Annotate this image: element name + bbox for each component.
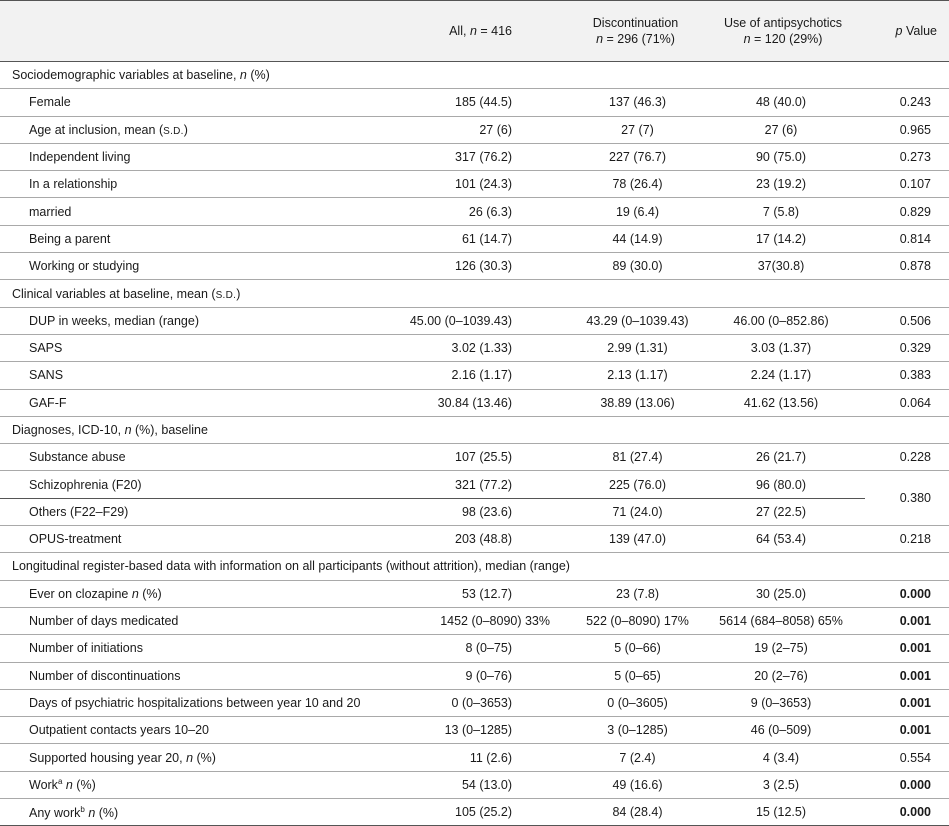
row-label: Others (F22–F29) bbox=[29, 504, 129, 519]
cell-discontinuation: 522 (0–8090) 17% bbox=[586, 614, 689, 629]
cell-discontinuation: 19 (6.4) bbox=[615, 204, 660, 219]
row-label: Outpatient contacts years 10–20 bbox=[29, 723, 209, 738]
row-label: Number of days medicated bbox=[29, 614, 179, 629]
cell-use: 90 (75.0) bbox=[755, 150, 807, 165]
cell-discontinuation: 7 (2.4) bbox=[619, 750, 656, 765]
cell-discontinuation: 2.99 (1.31) bbox=[607, 341, 668, 356]
cell-all: 61 (14.7) bbox=[461, 231, 512, 246]
table-row bbox=[0, 799, 949, 826]
table-row bbox=[0, 580, 949, 607]
section-clinical: Clinical variables at baseline, mean (S.D.) bbox=[12, 286, 241, 301]
cell-all: 98 (23.6) bbox=[461, 504, 512, 519]
cell-all: 107 (25.5) bbox=[455, 450, 512, 465]
cell-use: 23 (19.2) bbox=[755, 177, 807, 192]
cell-all: 126 (30.3) bbox=[455, 259, 512, 274]
cell-pvalue: 0.228 bbox=[899, 450, 931, 465]
cell-discontinuation: 43.29 (0–1039.43) bbox=[586, 313, 689, 328]
table-row bbox=[0, 253, 949, 280]
header-pvalue: p Value bbox=[895, 24, 937, 38]
table-row bbox=[0, 116, 949, 143]
cell-all: 321 (77.2) bbox=[395, 471, 558, 498]
cell-discontinuation: 38.89 (13.06) bbox=[600, 395, 675, 410]
row-label: Age at inclusion, mean (S.D.) bbox=[29, 122, 188, 137]
cell-discontinuation: 139 (47.0) bbox=[609, 532, 666, 547]
cell-use: 17 (14.2) bbox=[755, 231, 807, 246]
table-row bbox=[0, 717, 949, 744]
cell-use: 41.62 (13.56) bbox=[743, 395, 819, 410]
row-label: OPUS-treatment bbox=[29, 532, 122, 547]
cell-use: 15 (12.5) bbox=[755, 805, 807, 820]
cell-discontinuation: 2.13 (1.17) bbox=[607, 368, 668, 383]
cell-pvalue: 0.878 bbox=[899, 259, 931, 274]
cell-all: 0 (0–3653) bbox=[451, 695, 512, 710]
cell-discontinuation: 227 (76.7) bbox=[609, 150, 666, 165]
cell-pvalue: 0.001 bbox=[899, 641, 931, 656]
row-label: Working or studying bbox=[29, 259, 140, 274]
cell-all: 9 (0–76) bbox=[465, 668, 512, 683]
cell-pvalue: 0.329 bbox=[899, 341, 931, 356]
cell-all: 11 (2.6) bbox=[469, 750, 512, 765]
cell-discontinuation: 23 (7.8) bbox=[615, 586, 660, 601]
footnote-marker: a bbox=[57, 777, 63, 787]
row-label: In a relationship bbox=[29, 177, 118, 192]
header-use bbox=[709, 1, 865, 62]
header-use-n: n = 120 (29%) bbox=[743, 32, 823, 46]
cell-discontinuation: 0 (0–3605) bbox=[607, 695, 668, 710]
table-row bbox=[0, 225, 949, 252]
table-row bbox=[0, 744, 949, 771]
table-row bbox=[0, 389, 949, 416]
cell-use: 48 (40.0) bbox=[755, 95, 807, 110]
row-label: Female bbox=[29, 95, 71, 110]
row-label: Ever on clozapine n (%) bbox=[29, 586, 162, 601]
cell-all: 27 (6) bbox=[479, 122, 512, 137]
table-row bbox=[0, 635, 949, 662]
cell-use: 4 (3.4) bbox=[762, 750, 800, 765]
table-row bbox=[0, 198, 949, 225]
cell-discontinuation: 27 (7) bbox=[621, 122, 654, 137]
table-row bbox=[0, 607, 949, 634]
row-label: Work$^a$ n (%) bbox=[29, 777, 96, 793]
cell-pvalue: 0.243 bbox=[899, 95, 931, 110]
cell-all: 45.00 (0–1039.43) bbox=[409, 313, 512, 328]
cell-pvalue: 0.000 bbox=[899, 586, 931, 601]
cell-discontinuation: 71 (24.0) bbox=[612, 504, 663, 519]
row-label: Supported housing year 20, n (%) bbox=[29, 750, 216, 765]
cell-pvalue: 0.554 bbox=[899, 750, 931, 765]
row-label-text: Any work bbox=[29, 805, 81, 820]
cell-use: 7 (5.8) bbox=[762, 204, 800, 219]
header-row bbox=[0, 1, 949, 62]
row-label: Number of discontinuations bbox=[29, 668, 181, 683]
cell-discontinuation: 84 (28.4) bbox=[612, 805, 663, 820]
header-disc-n: n = 296 (71%) bbox=[596, 32, 675, 46]
row-label-text: Work bbox=[29, 778, 58, 793]
cell-use: 9 (0–3653) bbox=[750, 695, 812, 710]
header-label-column bbox=[0, 1, 395, 62]
row-label: GAF-F bbox=[29, 395, 67, 410]
table-row bbox=[0, 307, 949, 334]
cell-all: 101 (24.3) bbox=[455, 177, 512, 192]
cell-all: 13 (0–1285) bbox=[444, 723, 512, 738]
cell-discontinuation: 89 (30.0) bbox=[612, 259, 663, 274]
table-row bbox=[0, 662, 949, 689]
cell-pvalue: 0.000 bbox=[899, 805, 931, 820]
cell-use: 30 (25.0) bbox=[755, 586, 807, 601]
cell-discontinuation: 137 (46.3) bbox=[609, 95, 666, 110]
cell-pvalue: 0.001 bbox=[899, 668, 931, 683]
row-label: married bbox=[29, 204, 72, 219]
cell-pvalue: 0.965 bbox=[899, 122, 931, 137]
row-label: Any work$^b$ n (%) bbox=[29, 804, 119, 820]
header-discontinuation bbox=[558, 1, 709, 62]
row-label: Schizophrenia (F20) bbox=[0, 471, 395, 498]
cell-all: 30.84 (13.46) bbox=[437, 395, 512, 410]
row-label: SANS bbox=[29, 368, 64, 383]
cell-discontinuation: 5 (0–65) bbox=[614, 668, 661, 683]
cell-use: 2.24 (1.17) bbox=[750, 368, 812, 383]
cell-pvalue: 0.001 bbox=[899, 723, 931, 738]
section-longitudinal: Longitudinal register-based data with information on all participants (without attrition), median (range) bbox=[12, 559, 570, 574]
cell-use: 3.03 (1.37) bbox=[750, 341, 812, 356]
cell-use: 20 (2–76) bbox=[754, 668, 808, 683]
cell-all: 26 (6.3) bbox=[468, 204, 512, 219]
table-row bbox=[0, 362, 949, 389]
table-row bbox=[0, 334, 949, 361]
cell-discontinuation: 78 (26.4) bbox=[612, 177, 663, 192]
cell-all: 185 (44.5) bbox=[455, 95, 512, 110]
cell-pvalue: 0.218 bbox=[899, 532, 931, 547]
footnote-marker: b bbox=[80, 804, 85, 814]
cell-use: 3 (2.5) bbox=[762, 777, 800, 792]
row-label: SAPS bbox=[29, 341, 63, 356]
cell-pvalue: 0.383 bbox=[899, 368, 931, 383]
cell-pvalue: 0.814 bbox=[899, 231, 931, 246]
cell-use: 46.00 (0–852.86) bbox=[733, 313, 829, 328]
cell-all: 3.02 (1.33) bbox=[451, 341, 512, 356]
section-row bbox=[0, 280, 949, 307]
cell-all: 317 (76.2) bbox=[455, 150, 512, 165]
cell-use: 64 (53.4) bbox=[755, 532, 807, 547]
row-label: Number of initiations bbox=[29, 641, 143, 656]
cell-use: 26 (21.7) bbox=[755, 450, 807, 465]
cell-pvalue: 0.001 bbox=[899, 695, 931, 710]
cell-discontinuation: 81 (27.4) bbox=[612, 450, 663, 465]
table-row bbox=[0, 471, 949, 498]
row-label: Independent living bbox=[29, 150, 131, 165]
table-row bbox=[0, 498, 949, 525]
cell-all: 203 (48.8) bbox=[455, 532, 512, 547]
row-label: DUP in weeks, median (range) bbox=[29, 313, 199, 328]
cell-use: 46 (0–509) bbox=[750, 723, 812, 738]
cell-discontinuation: 225 (76.0) bbox=[558, 471, 709, 498]
section-diagnoses: Diagnoses, ICD-10, n (%), baseline bbox=[12, 423, 208, 437]
cell-discontinuation: 5 (0–66) bbox=[614, 641, 661, 656]
cell-discontinuation: 44 (14.9) bbox=[612, 231, 663, 246]
cell-discontinuation: 3 (0–1285) bbox=[607, 723, 668, 738]
section-row bbox=[0, 62, 949, 89]
cell-discontinuation: 49 (16.6) bbox=[612, 777, 663, 792]
cell-pvalue: 0.506 bbox=[899, 313, 931, 328]
cell-all: 53 (12.7) bbox=[461, 586, 512, 601]
cell-all: 8 (0–75) bbox=[465, 641, 512, 656]
row-label: Being a parent bbox=[29, 231, 111, 246]
cell-use: 27 (22.5) bbox=[755, 504, 807, 519]
cell-pvalue: 0.001 bbox=[899, 614, 931, 629]
header-disc-title: Discontinuation bbox=[592, 16, 679, 30]
table-row bbox=[0, 143, 949, 170]
cell-pvalue: 0.829 bbox=[899, 204, 931, 219]
header-all: All, n = 416 bbox=[449, 24, 512, 38]
cell-pvalue: 0.000 bbox=[899, 777, 931, 792]
row-label: Days of psychiatric hospitalizations between year 10 and 20 bbox=[29, 695, 361, 710]
cell-all: 2.16 (1.17) bbox=[451, 368, 512, 383]
cell-pvalue: 0.380 bbox=[865, 471, 949, 526]
cell-use: 27 (6) bbox=[764, 122, 798, 137]
section-row bbox=[0, 553, 949, 580]
header-use-title: Use of antipsychotics bbox=[723, 16, 843, 30]
table-row bbox=[0, 526, 949, 553]
table-row bbox=[0, 771, 949, 798]
cell-all: 105 (25.2) bbox=[455, 805, 512, 820]
cell-all: 54 (13.0) bbox=[461, 777, 512, 792]
section-row bbox=[0, 416, 949, 443]
cell-use: 96 (80.0) bbox=[709, 471, 865, 498]
section-socio: Sociodemographic variables at baseline, n (%) bbox=[12, 68, 270, 83]
row-label: Substance abuse bbox=[29, 450, 126, 465]
cell-pvalue: 0.064 bbox=[899, 395, 931, 410]
cell-pvalue: 0.107 bbox=[899, 177, 931, 192]
cell-pvalue: 0.273 bbox=[899, 150, 931, 165]
table-row bbox=[0, 89, 949, 116]
table-row bbox=[0, 689, 949, 716]
cell-all: 1452 (0–8090) 33% bbox=[440, 614, 550, 629]
cell-use: 5614 (684–8058) 65% bbox=[719, 614, 843, 629]
cell-use: 19 (2–75) bbox=[754, 641, 808, 656]
cell-use: 37(30.8) bbox=[757, 259, 805, 274]
table-row bbox=[0, 444, 949, 471]
table-row bbox=[0, 171, 949, 198]
